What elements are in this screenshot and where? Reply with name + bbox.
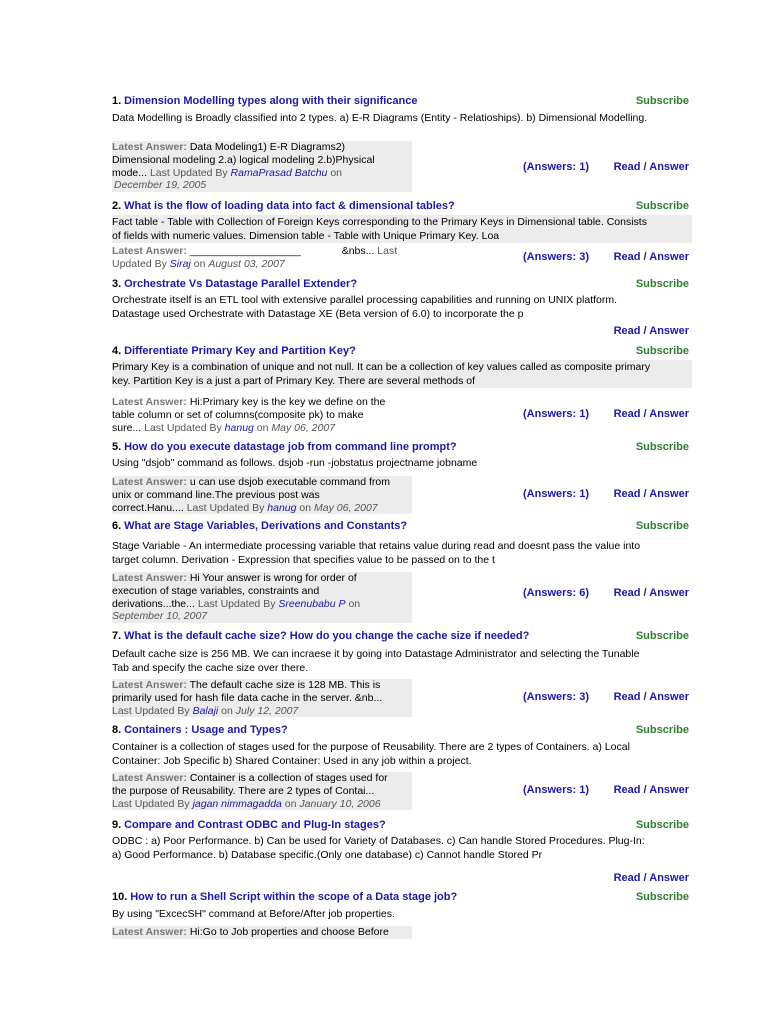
latest-answer-row: [112, 396, 692, 436]
latest-answer: Latest Answer: u can use dsjob executable command from unix or command line.The previous post was correct.Hanu.... Last Updated By hanug on May 06, 2007: [112, 476, 412, 514]
question-header: [112, 94, 692, 108]
read-answer-link[interactable]: Read / Answer: [613, 691, 689, 703]
question-body: Fact table - Table with Collection of Foreign Keys corresponding to the Primary Keys in Dimensional table. Consists of fields with numeric values. Dimension table - Table with Unique Primary Key. Loa: [112, 215, 692, 243]
read-answer-link[interactable]: Read / Answer: [613, 872, 689, 884]
updated-date: December 19, 2005: [114, 179, 207, 192]
question-body: Stage Variable - An intermediate processing variable that retains value during read and doesnt pass the value into target column. Derivation - Expression that specifies value to be passed on to the t: [112, 540, 641, 566]
question-header: 3. Orchestrate Vs Datastage Parallel Extender? Subscribe: [112, 278, 689, 290]
answers-count: (Answers: 1): [523, 161, 590, 173]
answers-count: (Answers: 1): [523, 408, 590, 420]
question-body: ODBC : a) Poor Performance. b) Can be used for Variety of Databases. c) Can handle Stored Procedures. Plug-In: a) Good Performance. b) Database specific.(Only one database) c) Cannot handle Stored Pr: [112, 835, 645, 861]
question-title-link[interactable]: What are Stage Variables, Derivations and Constants?: [124, 520, 408, 532]
question-title-link[interactable]: Differentiate Primary Key and Partition Key?: [124, 345, 356, 357]
read-answer-link[interactable]: Read / Answer: [613, 161, 689, 173]
author-link[interactable]: jagan nimmagadda: [192, 797, 282, 810]
question-header: 8. Containers : Usage and Types? Subscribe: [112, 724, 689, 736]
latest-answer-label: Latest Answer:: [112, 141, 187, 153]
subscribe-link[interactable]: Subscribe: [635, 95, 689, 107]
author-link[interactable]: RamaPrasad Batchu: [230, 166, 328, 179]
subscribe-link[interactable]: Subscribe: [635, 278, 689, 290]
question-body: Orchestrate itself is an ETL tool with extensive parallel processing capabilities and running on UNIX platform. Datastage used Orchestrate with Datastage XE (Beta version of 6.0) to incorporate the p: [112, 294, 618, 320]
question-title-link[interactable]: Compare and Contrast ODBC and Plug-In stages?: [124, 819, 386, 831]
subscribe-link[interactable]: Subscribe: [635, 630, 689, 642]
latest-answer: Latest Answer: ___________________ &nbs... Last Updated By Siraj on August 03, 2007: [112, 245, 398, 270]
read-answer-link[interactable]: Read / Answer: [613, 325, 689, 337]
author-link[interactable]: Sreenubabu P: [278, 597, 346, 610]
question-header: 2. What is the flow of loading data into fact & dimensional tables? Subscribe: [112, 200, 689, 212]
question-header: 9. Compare and Contrast ODBC and Plug-In stages? Subscribe: [112, 819, 689, 831]
question-title-link[interactable]: Orchestrate Vs Datastage Parallel Extender?: [124, 278, 358, 290]
author-link[interactable]: Siraj: [169, 257, 191, 270]
question-body: Default cache size is 256 MB. We can incraese it by going into Datastage Administrator and selecting the Tunable Tab and specify the cache size over there.: [112, 648, 640, 674]
latest-answer-row: [112, 141, 692, 193]
latest-answer-row: [112, 926, 692, 939]
question-header: 7. What is the default cache size? How do you change the cache size if needed? Subscribe: [112, 630, 689, 642]
question-title-link[interactable]: Containers : Usage and Types?: [124, 724, 288, 736]
question-number: 1.: [112, 95, 122, 107]
latest-answer-row: [112, 572, 692, 624]
answers-count: (Answers: 6): [523, 587, 590, 599]
faq-list: [112, 94, 692, 939]
question-header: 5. How do you execute datastage job from command line prompt? Subscribe: [112, 441, 689, 453]
answers-count: (Answers: 3): [523, 691, 590, 703]
latest-answer: Latest Answer: The default cache size is 128 MB. This is primarily used for hash file data cache in the server. &nb... Last Updated By Balaji on July 12, 2007: [112, 679, 412, 717]
read-answer-link[interactable]: Read / Answer: [613, 784, 689, 796]
subscribe-link[interactable]: Subscribe: [635, 520, 689, 532]
subscribe-link[interactable]: Subscribe: [635, 724, 689, 736]
subscribe-link[interactable]: Subscribe: [635, 200, 689, 212]
latest-answer: Latest Answer: Hi Your answer is wrong for order of execution of stage variables, constraints and derivations...the... Last Updated By Sreenubabu P on September 10, 2007: [112, 572, 412, 623]
latest-answer: Latest Answer: Data Modeling1) E-R Diagrams2) Dimensional modeling 2.a) logical modeling 2.b)Physical mode... Last Updated By RamaPrasad Batchu on December 19, 2005: [112, 141, 412, 192]
question-title-link[interactable]: What is the flow of loading data into fact & dimensional tables?: [124, 200, 455, 212]
question-body: Container is a collection of stages used for the purpose of Reusability. There are 2 types of Containers. a) Local Container: Job Specific b) Shared Container: Used in any job within a project.: [112, 741, 630, 767]
question-title-link[interactable]: Dimension Modelling types along with their significance: [124, 95, 418, 107]
latest-answer: Latest Answer: Hi:Go to Job properties and choose Before: [112, 926, 412, 939]
question-header: 6. What are Stage Variables, Derivations and Constants? Subscribe: [112, 520, 689, 532]
question-body: Primary Key is a combination of unique and not null. It can be a collection of key values called as composite primary key. Partition Key is a just a part of Primary Key. There are several methods of: [112, 360, 692, 388]
question-header: 10. How to run a Shell Script within the scope of a Data stage job? Subscribe: [112, 891, 689, 903]
read-answer-link[interactable]: Read / Answer: [613, 587, 689, 599]
answers-count: (Answers: 3): [523, 251, 590, 263]
author-link[interactable]: hanug: [267, 501, 297, 514]
read-answer-row: [112, 325, 692, 339]
question-header: 4. Differentiate Primary Key and Partition Key? Subscribe: [112, 345, 689, 357]
question-title-link[interactable]: How to run a Shell Script within the scope of a Data stage job?: [130, 891, 458, 903]
author-link[interactable]: Balaji: [192, 704, 219, 717]
read-answer-row: [112, 872, 692, 886]
latest-answer: Latest Answer: Hi:Primary key is the key we define on the table column or set of columns(composite pk) to make sure... Last Updated By hanug on May 06, 2007: [112, 396, 386, 434]
answers-count: (Answers: 1): [523, 784, 590, 796]
answers-count: (Answers: 1): [523, 488, 590, 500]
question-title-link[interactable]: What is the default cache size? How do you change the cache size if needed?: [124, 630, 530, 642]
latest-answer-row: [112, 679, 692, 719]
question-body: Using "dsjob" command as follows. dsjob -run -jobstatus projectname jobname: [112, 457, 478, 469]
latest-answer-row: [112, 245, 692, 273]
read-answer-link[interactable]: Read / Answer: [613, 488, 689, 500]
subscribe-link[interactable]: Subscribe: [635, 891, 689, 903]
latest-answer-row: [112, 772, 692, 812]
author-link[interactable]: hanug: [224, 421, 254, 434]
subscribe-link[interactable]: Subscribe: [635, 345, 689, 357]
question-body: Data Modelling is Broadly classified into 2 types. a) E-R Diagrams (Entity - Relatioships). b) Dimensional Modelling.: [112, 112, 648, 124]
question-title-link[interactable]: How do you execute datastage job from command line prompt?: [124, 441, 457, 453]
latest-answer: Latest Answer: Container is a collection of stages used for the purpose of Reusability. There are 2 types of Contai... Last Updated By jagan nimmagadda on January 10, 2006: [112, 772, 412, 810]
subscribe-link[interactable]: Subscribe: [635, 819, 689, 831]
subscribe-link[interactable]: Subscribe: [635, 441, 689, 453]
read-answer-link[interactable]: Read / Answer: [613, 408, 689, 420]
question-body: By using "ExcecSH" command at Before/After job properties.: [112, 908, 395, 920]
read-answer-link[interactable]: Read / Answer: [613, 251, 689, 263]
latest-answer-row: [112, 476, 692, 516]
